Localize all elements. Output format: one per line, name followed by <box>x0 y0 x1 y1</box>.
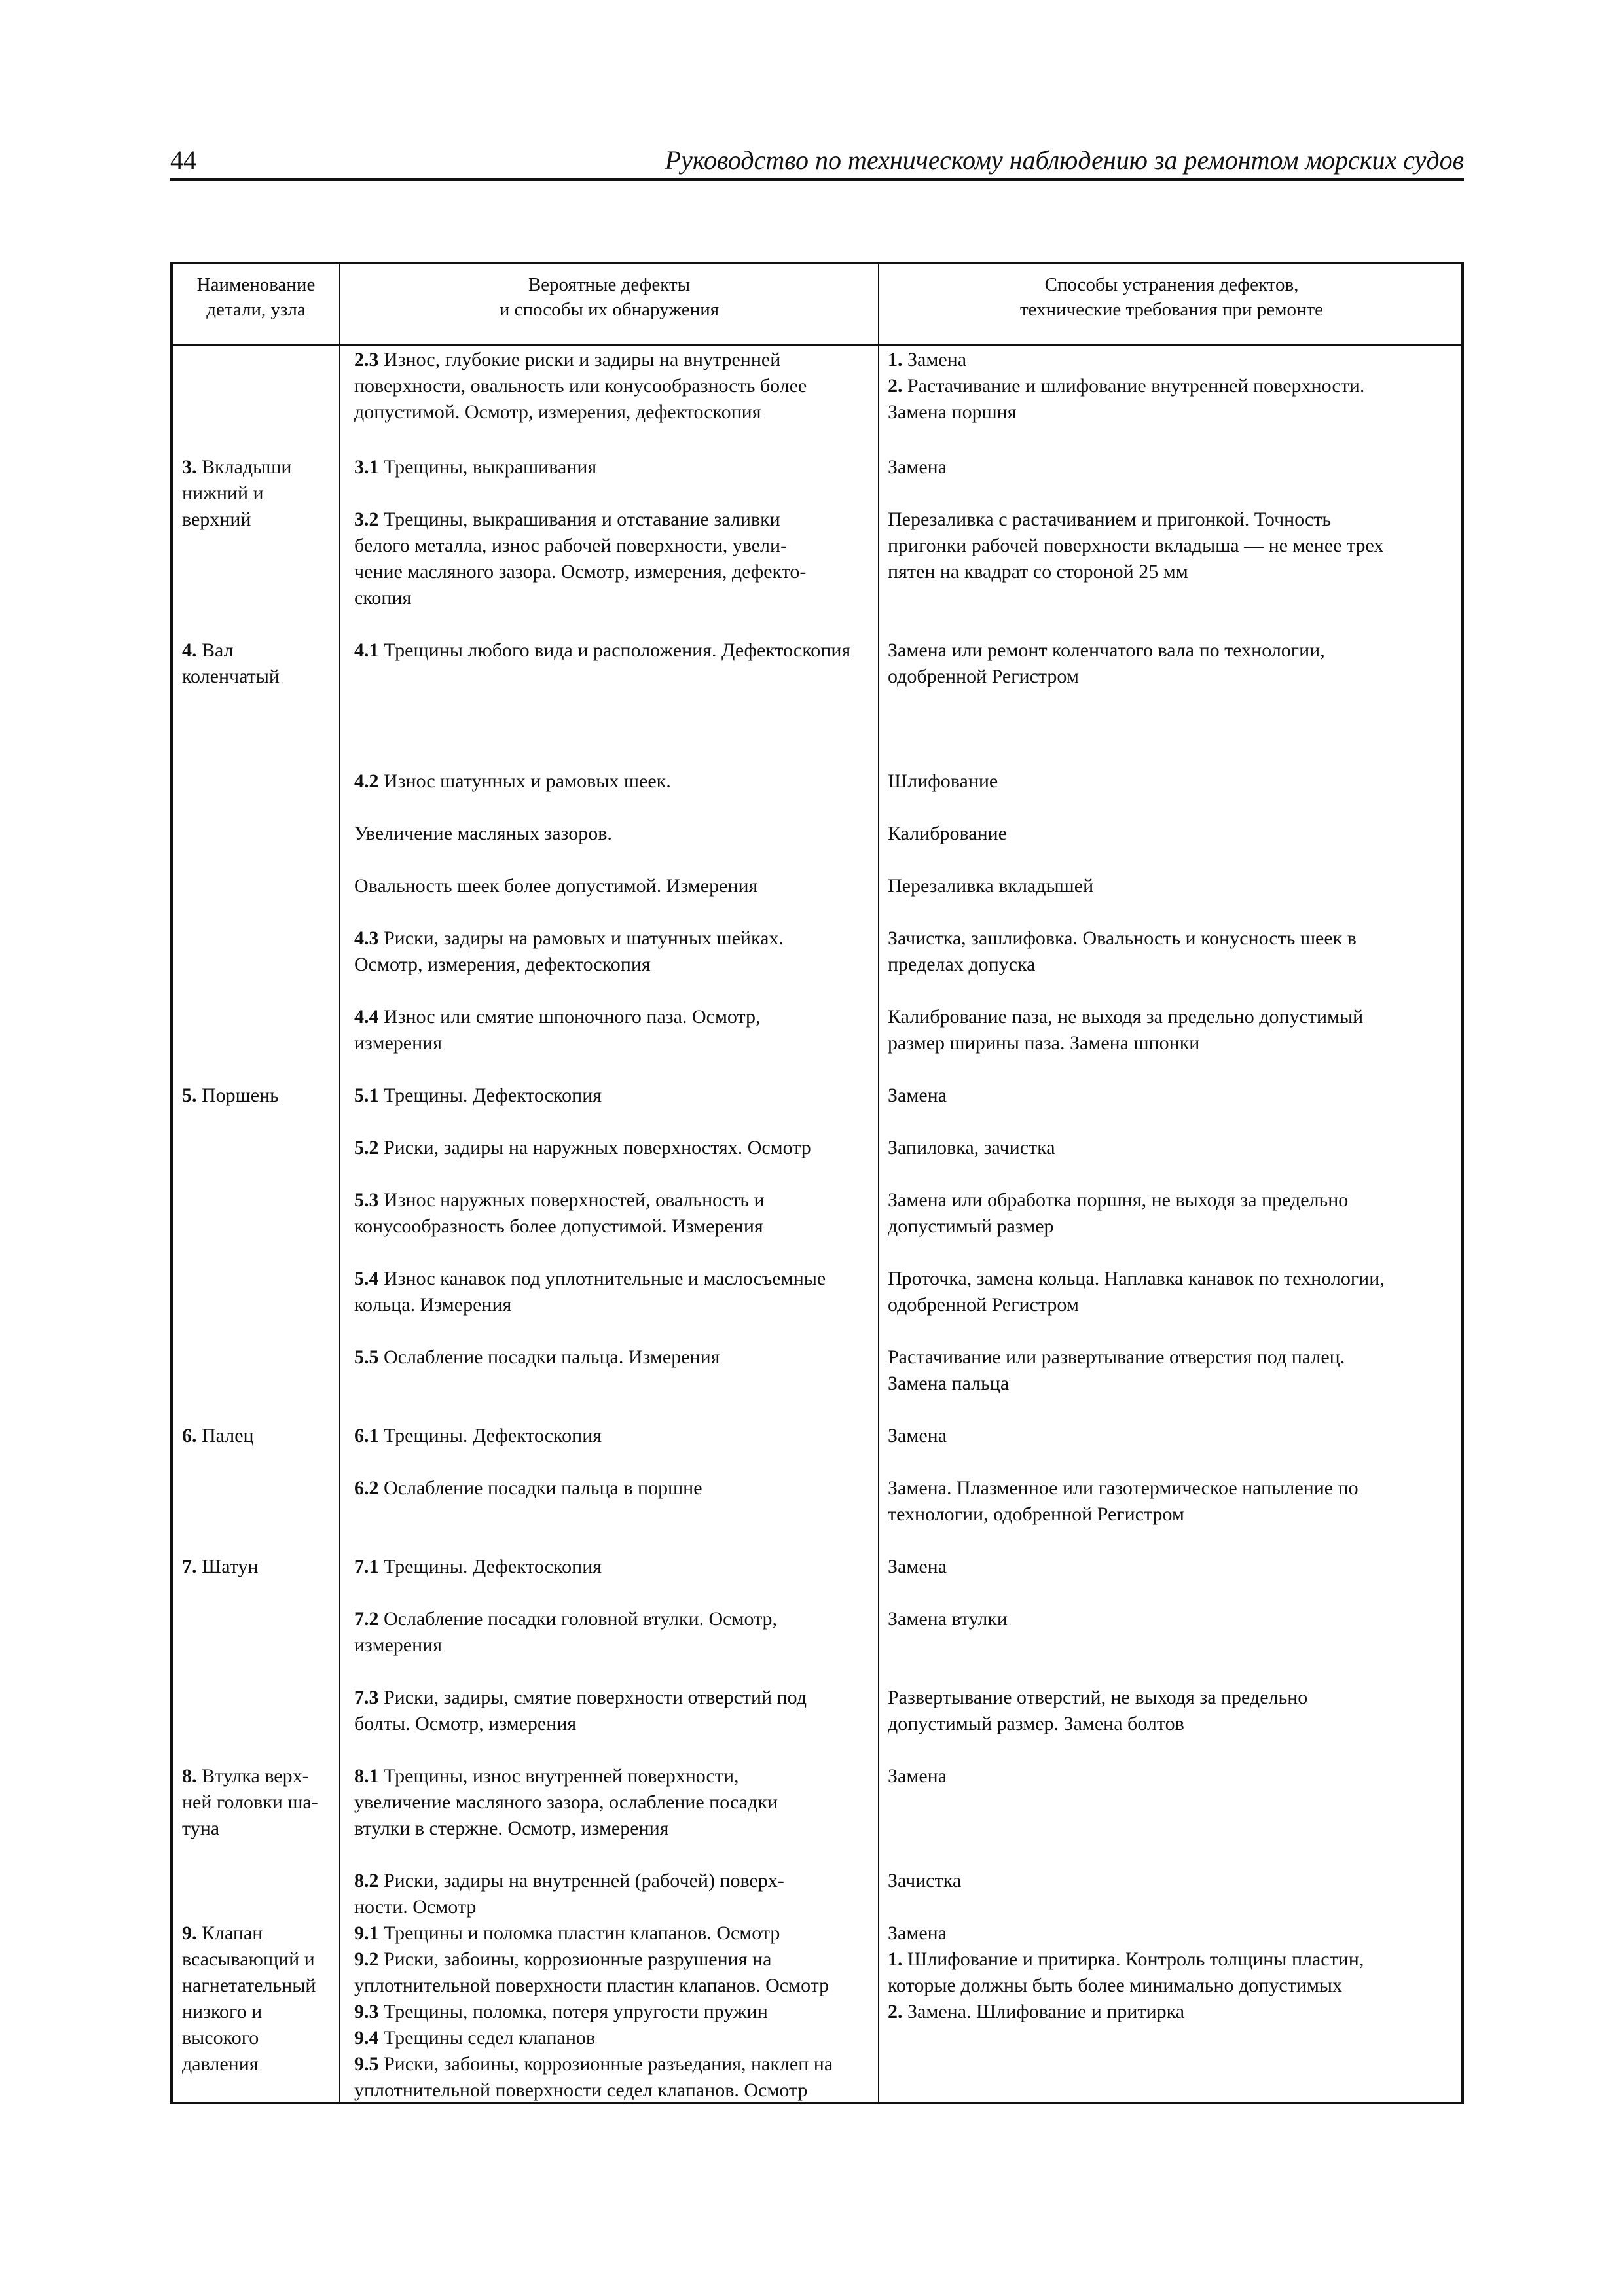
item-text: Замена <box>888 456 947 478</box>
cell-line <box>888 952 1456 978</box>
item-number: 5.5 <box>354 1346 379 1368</box>
item-text: Трещины любого вида и расположения. Дефектоскопия <box>378 639 851 661</box>
item-text: Палец <box>196 1425 254 1446</box>
cell-line <box>182 664 337 690</box>
column-header-part <box>173 272 339 322</box>
item-number: 1. <box>888 349 903 370</box>
cell-line <box>888 1946 1456 1973</box>
defect-cell <box>354 873 871 899</box>
column-divider <box>878 264 879 2102</box>
item-text: технологии, одобренной Регистром <box>888 1503 1184 1525</box>
item-text: Замена или обработка поршня, не выходя за предельно <box>888 1189 1349 1211</box>
cell-line <box>888 373 1456 399</box>
cell-line <box>354 1292 871 1318</box>
defect-cell <box>354 1344 871 1371</box>
cell-line <box>354 1187 871 1213</box>
item-text: кольца. Измерения <box>354 1294 512 1316</box>
cell-line <box>354 1946 871 1973</box>
cell-line <box>888 1501 1456 1528</box>
item-number: 8.1 <box>354 1765 379 1787</box>
cell-line <box>888 1475 1456 1501</box>
item-text: Втулка верх- <box>196 1765 309 1787</box>
remedy-cell <box>888 1868 1456 1894</box>
item-text: Замена или ремонт коленчатого вала по технологии, <box>888 639 1325 661</box>
item-text: Шлифование <box>888 770 998 792</box>
item-number: 7.2 <box>354 1608 379 1630</box>
column-header-line: Наименование <box>196 274 316 295</box>
item-text: белого металла, износ рабочей поверхности, увели- <box>354 535 788 556</box>
item-number: 4.1 <box>354 639 379 661</box>
item-text: уплотнительной поверхности пластин клапанов. Осмотр <box>354 1975 830 1996</box>
cell-line <box>888 1973 1456 1999</box>
item-number: 8. <box>182 1765 197 1787</box>
column-header-line: Вероятные дефекты <box>528 274 691 295</box>
item-text: нагнетательный <box>182 1975 316 1996</box>
item-text: высокого <box>182 2027 259 2049</box>
cell-line <box>182 637 337 664</box>
item-text: Риски, задиры на внутренней (рабочей) поверх- <box>378 1870 784 1892</box>
cell-line <box>182 1973 337 1999</box>
page-header <box>170 145 1464 179</box>
cell-line <box>888 664 1456 690</box>
cell-line <box>354 1030 871 1056</box>
item-number: 6.1 <box>354 1425 379 1446</box>
item-text: Ослабление посадки пальца в поршне <box>378 1477 702 1499</box>
remedy-cell <box>888 1554 1456 1580</box>
cell-line <box>182 1946 337 1973</box>
item-number: 5. <box>182 1085 197 1106</box>
remedy-cell <box>888 1920 1456 2025</box>
item-number: 4. <box>182 639 197 661</box>
item-number: 5.4 <box>354 1268 379 1289</box>
cell-line <box>888 1554 1456 1580</box>
item-text: туна <box>182 1818 220 1839</box>
item-text: одобренной Регистром <box>888 1294 1079 1316</box>
remedy-cell <box>888 821 1456 847</box>
cell-line <box>182 454 337 480</box>
item-number: 9.1 <box>354 1922 379 1944</box>
defect-cell <box>354 1554 871 1580</box>
cell-line <box>354 1685 871 1711</box>
column-header-line: и способы их обнаружения <box>499 299 720 320</box>
item-text: Вкладыши <box>196 456 292 478</box>
item-text: Калибрование паза, не выходя за предельно допустимый <box>888 1006 1364 1028</box>
cell-line <box>354 2051 871 2077</box>
item-text: одобренной Регистром <box>888 666 1079 687</box>
cell-line <box>888 507 1456 533</box>
cell-line <box>354 507 871 533</box>
item-number: 4.2 <box>354 770 379 792</box>
item-text: Износ шатунных и рамовых шеек. <box>378 770 671 792</box>
item-number: 3. <box>182 456 197 478</box>
remedy-cell <box>888 873 1456 899</box>
item-number: 9.3 <box>354 2001 379 2022</box>
header-rule <box>170 178 1464 181</box>
remedy-cell <box>888 1344 1456 1397</box>
cell-line <box>354 454 871 480</box>
item-number: 4.3 <box>354 927 379 949</box>
cell-line <box>182 1789 337 1816</box>
column-header-line: технические требования при ремонте <box>1019 299 1324 320</box>
item-text: Шатун <box>196 1556 259 1577</box>
item-text: Проточка, замена кольца. Наплавка канавок по технологии, <box>888 1268 1385 1289</box>
item-text: болты. Осмотр, измерения <box>354 1713 577 1734</box>
cell-line <box>182 2025 337 2051</box>
cell-line <box>888 1030 1456 1056</box>
item-text: верхний <box>182 509 251 530</box>
item-text: Замена <box>888 1425 947 1446</box>
cell-line <box>888 873 1456 899</box>
item-number: 9.5 <box>354 2053 379 2075</box>
remedy-cell <box>888 347 1456 425</box>
defect-cell <box>354 925 871 978</box>
item-text: Трещины. Дефектоскопия <box>378 1085 602 1106</box>
item-text: уплотнительной поверхности седел клапанов. Осмотр <box>354 2079 808 2101</box>
remedy-cell <box>888 1083 1456 1109</box>
cell-line <box>888 559 1456 585</box>
cell-line <box>354 1344 871 1371</box>
item-text: Риски, забоины, коррозионные разъедания, наклеп на <box>378 2053 833 2075</box>
item-text: Зачистка, зашлифовка. Овальность и конусность шеек в <box>888 927 1357 949</box>
part-cell <box>182 1554 337 1580</box>
item-text: Риски, задиры на наружных поверхностях. Осмотр <box>378 1137 811 1158</box>
cell-line <box>888 399 1456 425</box>
column-header-line: детали, узла <box>206 299 306 320</box>
item-text: Замена <box>888 1922 947 1944</box>
cell-line <box>354 1004 871 1030</box>
item-text: Перезаливка с растачиванием и пригонкой. Точность <box>888 509 1332 530</box>
cell-line <box>888 1371 1456 1397</box>
cell-line <box>182 507 337 533</box>
cell-line <box>182 480 337 507</box>
cell-line <box>888 533 1456 559</box>
item-number: 5.1 <box>354 1085 379 1106</box>
cell-line <box>354 1763 871 1789</box>
cell-line <box>354 637 871 664</box>
item-number: 2.3 <box>354 349 379 370</box>
cell-line <box>354 1632 871 1659</box>
item-number: 3.1 <box>354 456 379 478</box>
cell-line <box>354 399 871 425</box>
cell-line <box>354 347 871 373</box>
cell-line <box>354 373 871 399</box>
item-text: Замена втулки <box>888 1608 1008 1630</box>
item-text: Трещины. Дефектоскопия <box>378 1425 602 1446</box>
cell-line <box>888 454 1456 480</box>
remedy-cell <box>888 1606 1456 1632</box>
item-number: 7. <box>182 1556 197 1577</box>
part-cell <box>182 454 337 533</box>
defect-cell <box>354 347 871 425</box>
cell-line <box>888 1606 1456 1632</box>
cell-line <box>182 2051 337 2077</box>
item-text: Замена <box>902 349 967 370</box>
defect-cell <box>354 1266 871 1318</box>
item-text: Калибрование <box>888 823 1007 844</box>
cell-line <box>354 2025 871 2051</box>
item-text: Трещины, поломка, потеря упругости пружин <box>378 2001 768 2022</box>
item-text: Замена поршня <box>888 401 1017 423</box>
running-title: Руководство по техническому наблюдению за ремонтом морских судов <box>665 145 1464 175</box>
cell-line <box>888 1083 1456 1109</box>
item-text: Трещины. Дефектоскопия <box>378 1556 602 1577</box>
cell-line <box>888 1135 1456 1161</box>
cell-line <box>354 1606 871 1632</box>
cell-line <box>354 1711 871 1737</box>
cell-line <box>182 1763 337 1789</box>
cell-line <box>354 1894 871 1920</box>
cell-line <box>182 1423 337 1449</box>
defect-cell <box>354 1187 871 1240</box>
cell-line <box>354 533 871 559</box>
item-text: скопия <box>354 587 412 609</box>
item-text: Трещины и поломка пластин клапанов. Осмотр <box>378 1922 780 1944</box>
item-text: Запиловка, зачистка <box>888 1137 1055 1158</box>
item-text: Развертывание отверстий, не выходя за предельно <box>888 1687 1308 1708</box>
item-text: ности. Осмотр <box>354 1896 477 1918</box>
item-number: 9.4 <box>354 2027 379 2049</box>
cell-line <box>888 1004 1456 1030</box>
item-text: Износ наружных поверхностей, овальность и <box>378 1189 765 1211</box>
item-text: всасывающий и <box>182 1948 315 1970</box>
item-text: Перезаливка вкладышей <box>888 875 1094 897</box>
defect-cell <box>354 1423 871 1449</box>
item-number: 2. <box>888 2001 903 2022</box>
cell-line <box>354 585 871 611</box>
remedy-cell <box>888 454 1456 480</box>
cell-line <box>354 952 871 978</box>
cell-line <box>888 1423 1456 1449</box>
cell-line <box>888 1292 1456 1318</box>
item-text: втулки в стержне. Осмотр, измерения <box>354 1818 669 1839</box>
item-text: допустимый размер. Замена болтов <box>888 1713 1184 1734</box>
remedy-cell <box>888 507 1456 585</box>
item-text: Замена пальца <box>888 1372 1010 1394</box>
cell-line <box>888 1213 1456 1240</box>
item-text: Зачистка <box>888 1870 962 1892</box>
cell-line <box>888 925 1456 952</box>
part-cell <box>182 1920 337 2077</box>
column-header-defects <box>340 272 878 322</box>
cell-line <box>354 873 871 899</box>
cell-line <box>354 1973 871 1999</box>
cell-line <box>354 1816 871 1842</box>
column-divider <box>339 264 340 2102</box>
cell-line <box>354 1920 871 1946</box>
cell-line <box>354 2077 871 2104</box>
item-text: Ослабление посадки пальца. Измерения <box>378 1346 720 1368</box>
cell-line <box>888 1999 1456 2025</box>
column-header-line: Способы устранения дефектов, <box>1044 274 1299 295</box>
remedy-cell <box>888 1187 1456 1240</box>
remedy-cell <box>888 1266 1456 1318</box>
cell-line <box>354 821 871 847</box>
item-number: 1. <box>888 1948 903 1970</box>
cell-line <box>888 347 1456 373</box>
cell-line <box>354 1554 871 1580</box>
defect-table <box>170 262 1464 2104</box>
item-number: 7.1 <box>354 1556 379 1577</box>
defect-cell <box>354 821 871 847</box>
column-header-remedies <box>879 272 1464 322</box>
remedy-cell <box>888 925 1456 978</box>
remedy-cell <box>888 1475 1456 1528</box>
cell-line <box>182 1083 337 1109</box>
item-text: Увеличение масляных зазоров. <box>354 823 612 844</box>
remedy-cell <box>888 768 1456 795</box>
defect-cell <box>354 507 871 611</box>
part-cell <box>182 1423 337 1449</box>
item-text: допустимой. Осмотр, измерения, дефектоскопия <box>354 401 761 423</box>
cell-line <box>182 1554 337 1580</box>
item-text: Трещины, износ внутренней поверхности, <box>378 1765 739 1787</box>
cell-line <box>182 1920 337 1946</box>
item-text: пригонки рабочей поверхности вкладыша — не менее трех <box>888 535 1384 556</box>
item-text: Риски, задиры, смятие поверхности отверстий под <box>378 1687 807 1708</box>
cell-line <box>888 1344 1456 1371</box>
item-text: которые должны быть более минимально допустимых <box>888 1975 1342 1996</box>
defect-cell <box>354 1475 871 1501</box>
defect-cell <box>354 1920 871 2104</box>
item-text: Замена <box>888 1556 947 1577</box>
item-text: конусообразность более допустимой. Измерения <box>354 1215 763 1237</box>
cell-line <box>888 1711 1456 1737</box>
item-number: 5.3 <box>354 1189 379 1211</box>
cell-line <box>182 1999 337 2025</box>
item-text: ней головки ша- <box>182 1791 318 1813</box>
cell-line <box>888 1187 1456 1213</box>
item-text: измерения <box>354 1032 443 1054</box>
defect-cell <box>354 1868 871 1920</box>
item-text: Растачивание и шлифование внутренней поверхности. <box>902 375 1365 397</box>
item-text: нижний и <box>182 482 264 504</box>
cell-line <box>888 768 1456 795</box>
item-text: пределах допуска <box>888 954 1036 975</box>
item-number: 4.4 <box>354 1006 379 1028</box>
item-text: поверхности, овальность или конусообразность более <box>354 375 807 397</box>
cell-line <box>354 559 871 585</box>
item-text: Риски, задиры на рамовых и шатунных шейках. <box>378 927 784 949</box>
item-text: низкого и <box>182 2001 263 2022</box>
defect-cell <box>354 1606 871 1659</box>
item-text: измерения <box>354 1634 443 1656</box>
defect-cell <box>354 637 871 664</box>
item-text: Замена. Плазменное или газотермическое напыление по <box>888 1477 1359 1499</box>
defect-cell <box>354 1763 871 1842</box>
part-cell <box>182 1763 337 1842</box>
cell-line <box>354 1475 871 1501</box>
item-number: 9. <box>182 1922 197 1944</box>
item-number: 2. <box>888 375 903 397</box>
item-text: Трещины седел клапанов <box>378 2027 596 2049</box>
item-number: 7.3 <box>354 1687 379 1708</box>
item-number: 5.2 <box>354 1137 379 1158</box>
item-text: Трещины, выкрашивания <box>378 456 597 478</box>
cell-line <box>354 1135 871 1161</box>
defect-cell <box>354 454 871 480</box>
item-text: Риски, забоины, коррозионные разрушения на <box>378 1948 772 1970</box>
cell-line <box>888 1920 1456 1946</box>
item-text: Шлифование и притирка. Контроль толщины пластин, <box>902 1948 1364 1970</box>
cell-line <box>354 1213 871 1240</box>
item-text: чение масляного зазора. Осмотр, измерения, дефекто- <box>354 561 807 583</box>
page-number: 44 <box>170 145 196 175</box>
cell-line <box>354 1789 871 1816</box>
cell-line <box>354 768 871 795</box>
item-text: давления <box>182 2053 259 2075</box>
item-number: 6.2 <box>354 1477 379 1499</box>
cell-line <box>888 1266 1456 1292</box>
remedy-cell <box>888 1135 1456 1161</box>
remedy-cell <box>888 1685 1456 1737</box>
cell-line <box>888 1763 1456 1789</box>
remedy-cell <box>888 1763 1456 1789</box>
cell-line <box>888 821 1456 847</box>
remedy-cell <box>888 637 1456 690</box>
item-text: допустимый размер <box>888 1215 1054 1237</box>
cell-line <box>354 1868 871 1894</box>
item-text: Износ, глубокие риски и задиры на внутренней <box>378 349 781 370</box>
cell-line <box>888 1685 1456 1711</box>
defect-cell <box>354 1004 871 1056</box>
item-text: Растачивание или развертывание отверстия под палец. <box>888 1346 1345 1368</box>
defect-cell <box>354 768 871 795</box>
item-text: Замена <box>888 1765 947 1787</box>
remedy-cell <box>888 1004 1456 1056</box>
item-text: коленчатый <box>182 666 280 687</box>
cell-line <box>354 1423 871 1449</box>
cell-line <box>354 1266 871 1292</box>
item-text: Ослабление посадки головной втулки. Осмотр, <box>378 1608 778 1630</box>
item-text: Поршень <box>196 1085 279 1106</box>
cell-line <box>888 637 1456 664</box>
part-cell <box>182 637 337 690</box>
item-text: пятен на квадрат со стороной 25 мм <box>888 561 1188 583</box>
defect-cell <box>354 1135 871 1161</box>
item-text: Клапан <box>196 1922 263 1944</box>
defect-cell <box>354 1685 871 1737</box>
item-text: Замена <box>888 1085 947 1106</box>
item-text: Вал <box>196 639 234 661</box>
cell-line <box>354 1999 871 2025</box>
item-number: 3.2 <box>354 509 379 530</box>
item-text: размер ширины паза. Замена шпонки <box>888 1032 1200 1054</box>
defect-cell <box>354 1083 871 1109</box>
item-text: Овальность шеек более допустимой. Измерения <box>354 875 758 897</box>
item-number: 6. <box>182 1425 197 1446</box>
header-divider <box>173 344 1461 346</box>
cell-line <box>354 925 871 952</box>
cell-line <box>888 1868 1456 1894</box>
cell-line <box>354 1083 871 1109</box>
cell-line <box>182 1816 337 1842</box>
item-number: 9.2 <box>354 1948 379 1970</box>
item-text: Осмотр, измерения, дефектоскопия <box>354 954 651 975</box>
part-cell <box>182 1083 337 1109</box>
item-text: увеличение масляного зазора, ослабление посадки <box>354 1791 778 1813</box>
item-text: Замена. Шлифование и притирка <box>902 2001 1185 2022</box>
item-text: Трещины, выкрашивания и отставание заливки <box>378 509 780 530</box>
item-number: 8.2 <box>354 1870 379 1892</box>
item-text: Износ или смятие шпоночного паза. Осмотр, <box>378 1006 761 1028</box>
item-text: Износ канавок под уплотнительные и маслосъемные <box>378 1268 826 1289</box>
remedy-cell <box>888 1423 1456 1449</box>
